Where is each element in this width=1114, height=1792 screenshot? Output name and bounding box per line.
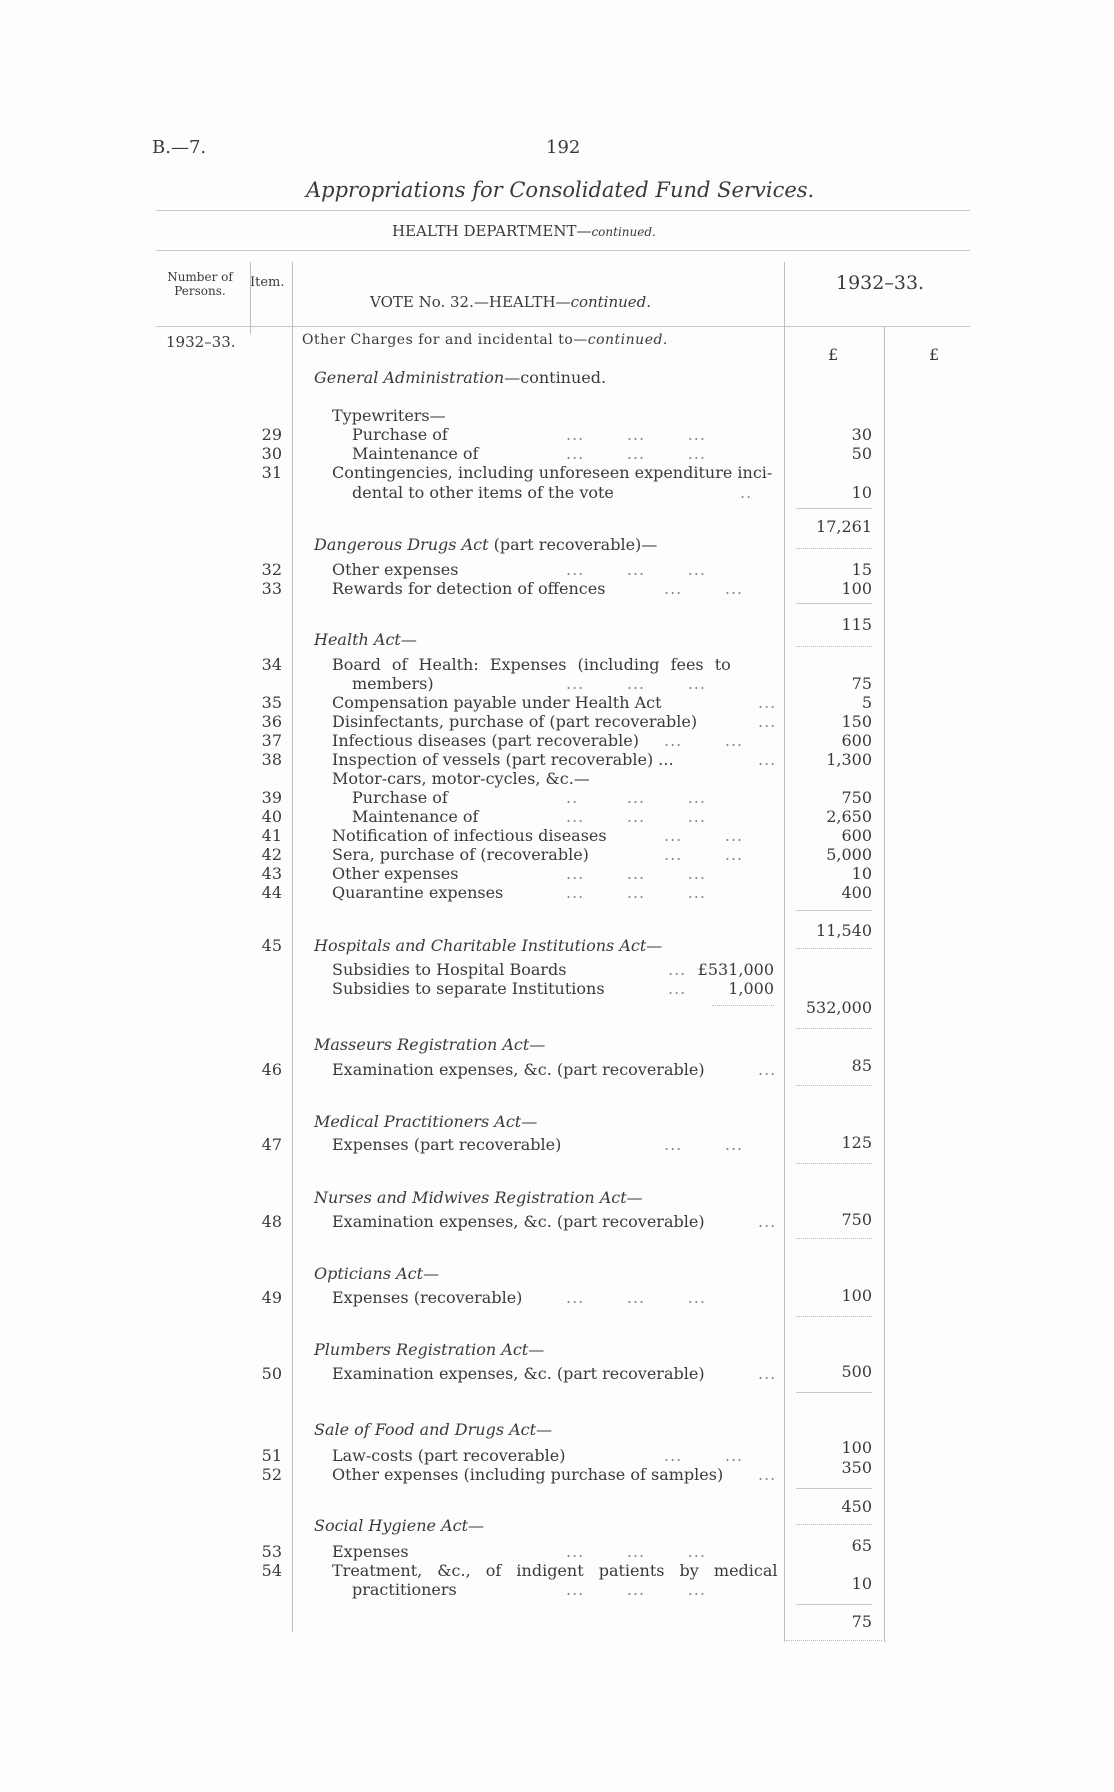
persons-col-rule [250, 262, 251, 334]
item-label: Examination expenses, &c. (part recoverable) [332, 1364, 705, 1383]
subtotal-rule [796, 1392, 872, 1393]
total-social-hygiene: 75 [851, 1612, 872, 1631]
subtotal-rule [796, 1238, 872, 1239]
subtotal-rule [796, 1488, 872, 1489]
subtotal-rule [796, 1316, 872, 1317]
header-rule [156, 326, 970, 327]
total-health-act: 11,540 [816, 921, 872, 940]
section-hospitals: Hospitals and Charitable Institutions Act— [314, 936, 663, 955]
item-number: 54 [261, 1561, 282, 1580]
subtotal-rule [796, 1524, 872, 1525]
item-label: Maintenance of [352, 444, 479, 463]
item-number: 34 [261, 655, 282, 674]
leader-dots: ... ... ... [566, 674, 706, 693]
item-label: Purchase of [352, 788, 448, 807]
item-number: 48 [261, 1212, 282, 1231]
subtotal-rule [796, 948, 872, 949]
dangerous-suffix: (part recoverable)— [488, 535, 658, 554]
leader-dots: ... ... [664, 845, 744, 864]
item-number: 42 [261, 845, 282, 864]
item-amount: 75 [851, 674, 872, 693]
dangerous-title: Dangerous Drugs Act [314, 535, 489, 554]
item-number: 46 [261, 1060, 282, 1079]
leader-dots: ... [758, 712, 777, 731]
leader-dots: ... ... ... [566, 444, 706, 463]
item-label: Sera, purchase of (recoverable) [332, 845, 589, 864]
general-title: General Administration— [314, 368, 521, 387]
item-amount: 400 [841, 883, 872, 902]
item-label: Expenses (part recoverable) [332, 1135, 562, 1154]
item-number: 38 [261, 750, 282, 769]
subtotal-rule [796, 508, 872, 509]
total-sale-of-food: 450 [841, 1497, 872, 1516]
item-amount: 1,300 [826, 750, 872, 769]
subtotal-rule [796, 603, 872, 604]
item-amount: 5 [861, 693, 872, 712]
page-title: Appropriations for Consolidated Fund Services. [306, 178, 815, 202]
leader-dots: ... [758, 1364, 777, 1383]
leader-dots: ... [668, 960, 687, 979]
leader-dots: ... [758, 750, 777, 769]
leader-dots: ... ... [664, 1135, 744, 1154]
leader-dots: ... ... ... [566, 864, 706, 883]
header-vote [370, 293, 651, 312]
item-amount: 125 [841, 1133, 872, 1152]
item-number: 39 [261, 788, 282, 807]
section-plumbers: Plumbers Registration Act— [314, 1340, 545, 1359]
department-continued: continued. [591, 225, 656, 239]
leader-dots: ... ... ... [566, 425, 706, 444]
other-charges-continued: continued. [587, 332, 668, 348]
subtotal-rule [796, 1028, 872, 1029]
page-ref: B.—7. [152, 137, 207, 158]
total-hospitals: 532,000 [805, 998, 872, 1017]
item-amount: 600 [841, 826, 872, 845]
motor-cars-heading: Motor-cars, motor-cycles, &c.— [332, 769, 590, 788]
item-number: 37 [261, 731, 282, 750]
item-number: 35 [261, 693, 282, 712]
subtotal-rule [796, 1163, 872, 1164]
pound-sign-col1: £ [828, 345, 839, 364]
leader-dots: ... ... [664, 731, 744, 750]
item-label-continuation: dental to other items of the vote [352, 483, 614, 502]
item-label-continuation: members) [352, 674, 434, 693]
item-amount: 750 [841, 788, 872, 807]
item-label: Rewards for detection of offences [332, 579, 606, 598]
item-label: Quarantine expenses [332, 883, 504, 902]
section-medical: Medical Practitioners Act— [314, 1112, 538, 1131]
section-masseurs: Masseurs Registration Act— [314, 1035, 546, 1054]
item-label: Maintenance of [352, 807, 479, 826]
section-dangerous-drugs [314, 535, 657, 554]
leader-dots: ... [758, 1212, 777, 1231]
header-item: Item. [250, 275, 285, 290]
item-number: 51 [261, 1446, 282, 1465]
item-label: Purchase of [352, 425, 448, 444]
item-amount: 10 [851, 483, 872, 502]
leader-dots: ... ... [664, 826, 744, 845]
item-col-rule [292, 262, 293, 1632]
item-amount: 10 [851, 864, 872, 883]
header-number-of-persons: Number of Persons. [167, 270, 233, 298]
leader-dots: .. [740, 483, 753, 502]
item-label: Disinfectants, purchase of (part recoverable) [332, 712, 698, 731]
leader-dots: ... [758, 693, 777, 712]
title-rule [156, 210, 970, 211]
leader-dots: ... ... ... [566, 560, 706, 579]
item-amount: 10 [851, 1574, 872, 1593]
item-label: Expenses [332, 1542, 409, 1561]
leader-dots: ... [758, 1060, 777, 1079]
item-label: Treatment, &c., of indigent patients by medical [332, 1561, 778, 1580]
section-opticians: Opticians Act— [314, 1264, 440, 1283]
item-label: Compensation payable under Health Act [332, 693, 662, 712]
item-number: 52 [261, 1465, 282, 1484]
leader-dots: ... ... ... [566, 807, 706, 826]
department-heading [392, 222, 656, 242]
hospital-subsidy-boards-amount: £531,000 [697, 960, 774, 979]
item-number: 49 [261, 1288, 282, 1307]
other-charges-title: Other Charges for and incidental to— [302, 332, 588, 348]
subtotal-rule [786, 1640, 882, 1641]
item-number: 29 [261, 425, 282, 444]
item-label: Examination expenses, &c. (part recoverable) [332, 1212, 705, 1231]
section-general-administration [314, 368, 606, 387]
leader-dots: ... [668, 979, 687, 998]
item-label: Other expenses [332, 560, 459, 579]
item-amount: 100 [841, 579, 872, 598]
page-number: 192 [546, 137, 581, 158]
item-label: Expenses (recoverable) [332, 1288, 523, 1307]
item-number: 45 [261, 936, 282, 955]
hospital-subsidy-institutions: Subsidies to separate Institutions [332, 979, 605, 998]
section-health-act: Health Act— [314, 630, 417, 649]
leader-dots: ... ... [664, 579, 744, 598]
item-label: Notification of infectious diseases [332, 826, 607, 845]
amount-col-rule-right [884, 326, 885, 1642]
subtotal-rule [796, 548, 872, 549]
section-social-hygiene: Social Hygiene Act— [314, 1516, 485, 1535]
persons-year: 1932–33. [166, 333, 236, 351]
pound-sign-col2: £ [929, 345, 940, 364]
item-amount: 15 [851, 560, 872, 579]
department-name: HEALTH DEPARTMENT— [392, 222, 592, 240]
leader-dots: ... ... ... [566, 1542, 706, 1561]
item-label: Contingencies, including unforeseen expenditure inci- [332, 463, 773, 482]
item-amount: 500 [841, 1362, 872, 1381]
item-number: 33 [261, 579, 282, 598]
leader-dots: ... ... ... [566, 1580, 706, 1599]
item-number: 44 [261, 883, 282, 902]
amount-col-rule-left [784, 262, 785, 1642]
leader-dots: ... ... [664, 1446, 744, 1465]
section-other-charges [302, 331, 668, 350]
item-amount: 750 [841, 1210, 872, 1229]
header-year: 1932–33. [836, 272, 925, 294]
subtotal-rule [796, 646, 872, 647]
item-label: Infectious diseases (part recoverable) [332, 731, 639, 750]
subtotal-rule [796, 1085, 872, 1086]
section-sale-of-food: Sale of Food and Drugs Act— [314, 1420, 553, 1439]
item-amount: 2,650 [826, 807, 872, 826]
total-general-administration: 17,261 [816, 517, 872, 536]
item-amount: 600 [841, 731, 872, 750]
subsidy-rule [712, 1005, 774, 1006]
item-number: 53 [261, 1542, 282, 1561]
hospital-subsidy-boards: Subsidies to Hospital Boards [332, 960, 567, 979]
item-number: 30 [261, 444, 282, 463]
item-number: 43 [261, 864, 282, 883]
leader-dots: ... ... ... [566, 1288, 706, 1307]
item-label-continuation: practitioners [352, 1580, 457, 1599]
item-amount: 50 [851, 444, 872, 463]
item-label: Law-costs (part recoverable) [332, 1446, 566, 1465]
section-nurses: Nurses and Midwives Registration Act— [314, 1188, 643, 1207]
vote-title: VOTE No. 32.—HEALTH— [370, 293, 571, 311]
item-label: Other expenses (including purchase of samples) [332, 1465, 724, 1484]
leader-dots: .. ... ... [566, 788, 706, 807]
item-amount: 30 [851, 425, 872, 444]
item-amount: 85 [851, 1056, 872, 1075]
item-label: Other expenses [332, 864, 459, 883]
hospital-subsidy-institutions-amount: 1,000 [728, 979, 774, 998]
leader-dots: ... [758, 1465, 777, 1484]
subtotal-rule [796, 910, 872, 911]
item-number: 32 [261, 560, 282, 579]
item-label: Board of Health: Expenses (including fees to [332, 655, 731, 674]
item-label: Inspection of vessels (part recoverable) ... [332, 750, 674, 769]
item-number: 36 [261, 712, 282, 731]
item-amount: 100 [841, 1286, 872, 1305]
typewriters-heading: Typewriters— [332, 406, 446, 425]
item-number: 31 [261, 463, 282, 482]
item-number: 47 [261, 1135, 282, 1154]
item-amount: 150 [841, 712, 872, 731]
subtotal-rule [796, 1604, 872, 1605]
dept-rule [156, 250, 970, 251]
item-number: 41 [261, 826, 282, 845]
item-amount: 100 [841, 1438, 872, 1457]
item-label: Examination expenses, &c. (part recoverable) [332, 1060, 705, 1079]
total-dangerous-drugs: 115 [841, 615, 872, 634]
item-amount: 350 [841, 1458, 872, 1477]
item-amount: 65 [851, 1536, 872, 1555]
item-amount: 5,000 [826, 845, 872, 864]
general-continued: continued. [520, 368, 607, 387]
item-number: 40 [261, 807, 282, 826]
leader-dots: ... ... ... [566, 883, 706, 902]
vote-continued: continued. [570, 293, 652, 311]
item-number: 50 [261, 1364, 282, 1383]
